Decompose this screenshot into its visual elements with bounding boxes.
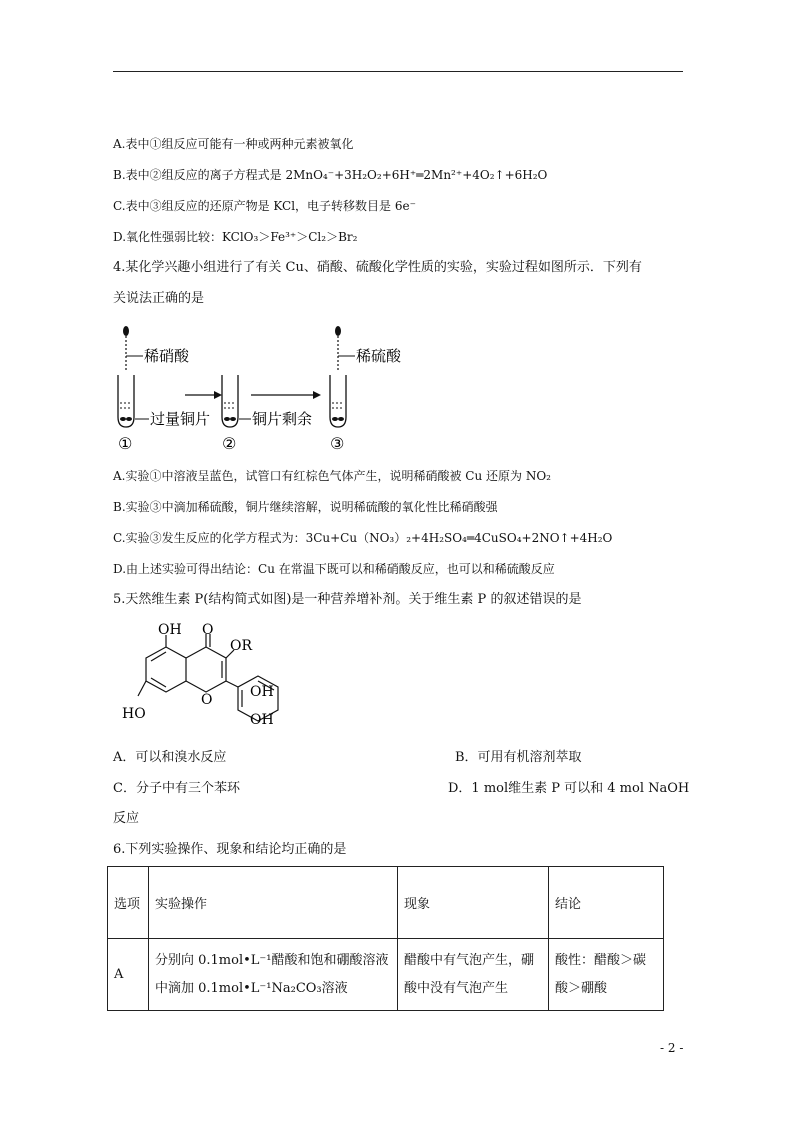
step-2-marker: ② [222,434,237,453]
arrow-1-head [214,391,222,399]
label-oh-right-2: OH [250,712,274,728]
step-3-marker: ③ [330,434,345,453]
q4-stem-line1: 4.某化学兴趣小组进行了有关 Cu、硝酸、硫酸化学性质的实验，实验过程如图所示．下列有 [113,260,642,275]
q5-option-c: C．分子中有三个苯环 [113,781,240,796]
vitamin-p-structure [118,620,288,730]
q4-option-d: D.由上述实验可得出结论：Cu 在常温下既可以和稀硝酸反应，也可以和稀硫酸反应 [113,562,555,576]
table-header-row [108,867,664,939]
page-number: - 2 - [660,1041,684,1055]
table-row [108,939,664,1011]
q3-option-d: D.氧化性强弱比较：KClO₃＞Fe³⁺＞Cl₂＞Br₂ [113,230,358,244]
label-excess-copper: 过量铜片 [150,410,211,428]
q4-option-a: A.实验①中溶液呈蓝色，试管口有红棕色气体产生，说明稀硝酸被 Cu 还原为 NO₂ [113,469,551,483]
header-rule [113,71,683,72]
label-o-carbonyl: O [202,622,214,638]
label-oh-top: OH [158,622,182,638]
test-tube-3 [330,326,346,427]
q3-option-c: C.表中③组反应的还原产物是 KCl，电子转移数目是 6e⁻ [113,199,416,213]
q4-option-b: B.实验③中滴加稀硫酸，铜片继续溶解，说明稀硫酸的氧化性比稀硝酸强 [113,500,498,514]
label-ho-left: HO [122,706,146,722]
label-or: OR [230,638,253,654]
cell-operation: 分别向 0.1mol•L⁻¹醋酸和饱和硼酸溶液中滴加 0.1mol•L⁻¹Na₂CO₃溶液 [149,939,398,1011]
q6-table [107,866,664,1011]
header-operation: 实验操作 [149,867,398,939]
label-dilute-sulfuric: 稀硫酸 [356,347,402,365]
test-tube-1 [118,326,134,427]
cell-phenomenon: 醋酸中有气泡产生，硼酸中没有气泡产生 [398,939,549,1011]
label-o-ring: O [201,692,213,708]
header-conclusion: 结论 [549,867,664,939]
cell-option: A [108,939,149,1011]
q5-stem: 5.天然维生素 P(结构简式如图)是一种营养增补剂。关于维生素 P 的叙述错误的是 [113,592,582,607]
arrow-2-head [313,391,321,399]
test-tube-2 [222,375,238,427]
header-option: 选项 [108,867,149,939]
q3-option-a: A.表中①组反应可能有一种或两种元素被氧化 [113,137,354,151]
label-dilute-nitric: 稀硝酸 [144,347,190,365]
q6-stem: 6.下列实验操作、现象和结论均正确的是 [113,842,347,857]
label-copper-remain: 铜片剩余 [252,410,313,428]
q4-option-c: C.实验③发生反应的化学方程式为：3Cu+Cu（NO₃）₂+4H₂SO₄═4CuSO₄+2NO↑+4H₂O [113,531,613,545]
q3-option-b: B.表中②组反应的离子方程式是 2MnO₄⁻+3H₂O₂+6H⁺═2Mn²⁺+4O₂↑+6H₂O [113,168,548,182]
cell-conclusion: 酸性：醋酸＞碳酸＞硼酸 [549,939,664,1011]
q5-option-d-cont: 反应 [113,811,140,826]
q5-option-b: B．可用有机溶剂萃取 [455,750,582,765]
q5-option-a: A．可以和溴水反应 [113,750,227,765]
header-phenomenon: 现象 [398,867,549,939]
step-1-marker: ① [118,434,133,453]
experiment-figure [113,325,413,455]
q4-stem-line2: 关说法正确的是 [113,291,205,306]
q5-option-d: D．1 mol维生素 P 可以和 4 mol NaOH [448,781,690,796]
label-oh-right-1: OH [250,684,274,700]
